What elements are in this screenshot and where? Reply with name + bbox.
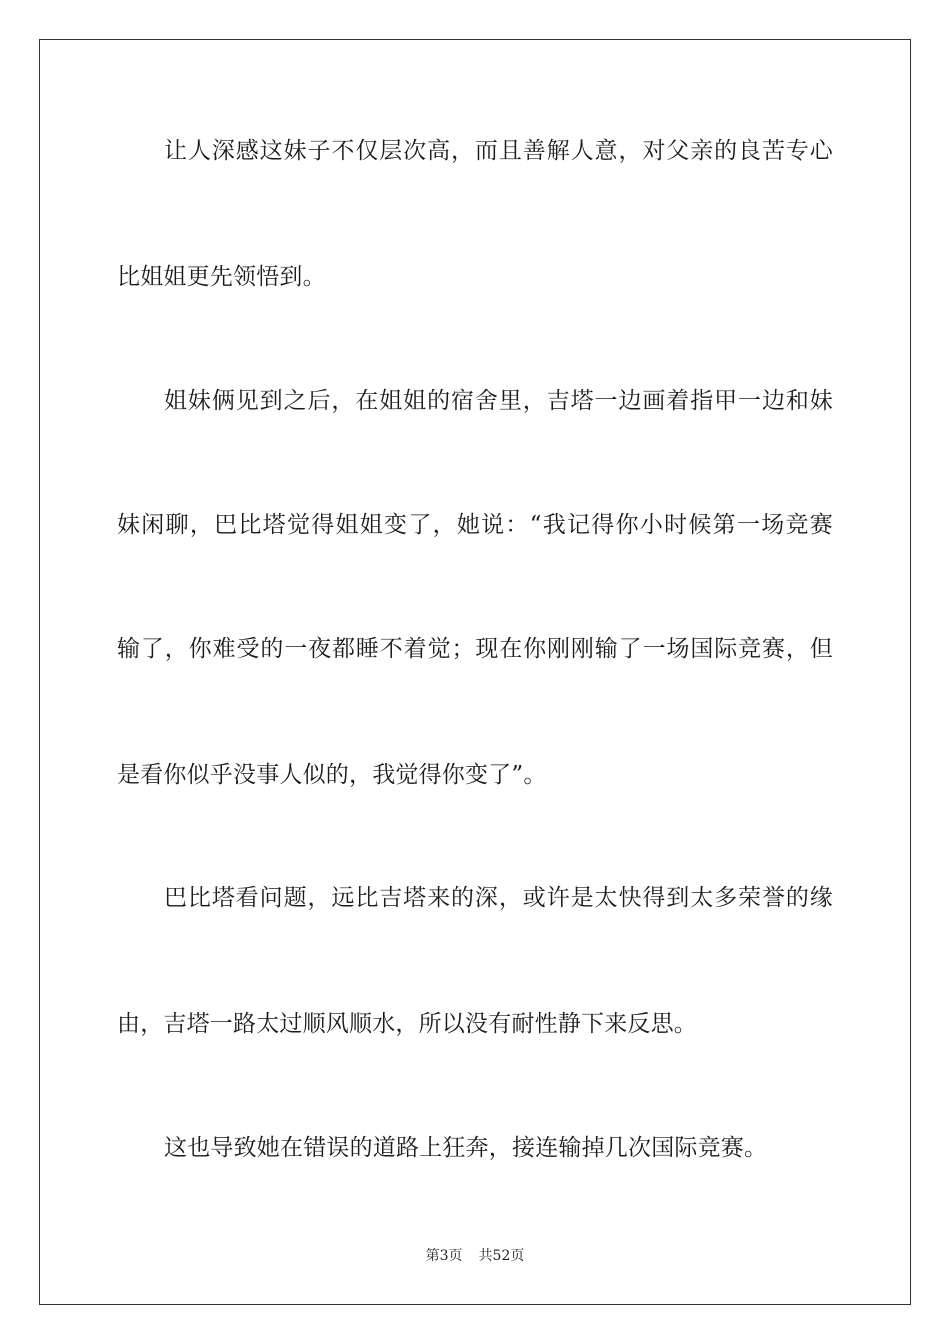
page-footer (0, 1247, 950, 1265)
paragraph-2-line-4: 是看你似乎没事人似的，我觉得你变了”。 (117, 762, 547, 788)
paragraph-2-line-1: 姐妹俩见到之后，在姐姐的宿舍里，吉塔一边画着指甲一边和妹 (164, 388, 833, 414)
paragraph-3-line-2: 由，吉塔一路太过顺风顺水，所以没有耐性静下来反思。 (117, 1011, 697, 1037)
paragraph-4-line-1: 这也导致她在错误的道路上狂奔，接连输掉几次国际竞赛。 (164, 1135, 768, 1161)
paragraph-1-line-1: 让人深感这妹子不仅层次高，而且善解人意，对父亲的良苦专心 (164, 138, 833, 164)
paragraph-1-line-2: 比姐姐更先领悟到。 (117, 264, 326, 290)
page-border (39, 39, 911, 1305)
total-pages: 共52页 (478, 1248, 525, 1264)
page-number: 第3页 (425, 1248, 463, 1264)
paragraph-2-line-3: 输了，你难受的一夜都睡不着觉；现在你刚刚输了一场国际竞赛，但 (117, 636, 833, 662)
paragraph-3-line-1: 巴比塔看问题，远比吉塔来的深，或许是太快得到太多荣誉的缘 (164, 885, 833, 911)
paragraph-2-line-2: 妹闲聊，巴比塔觉得姐姐变了，她说：“我记得你小时候第一场竞赛 (117, 512, 833, 538)
